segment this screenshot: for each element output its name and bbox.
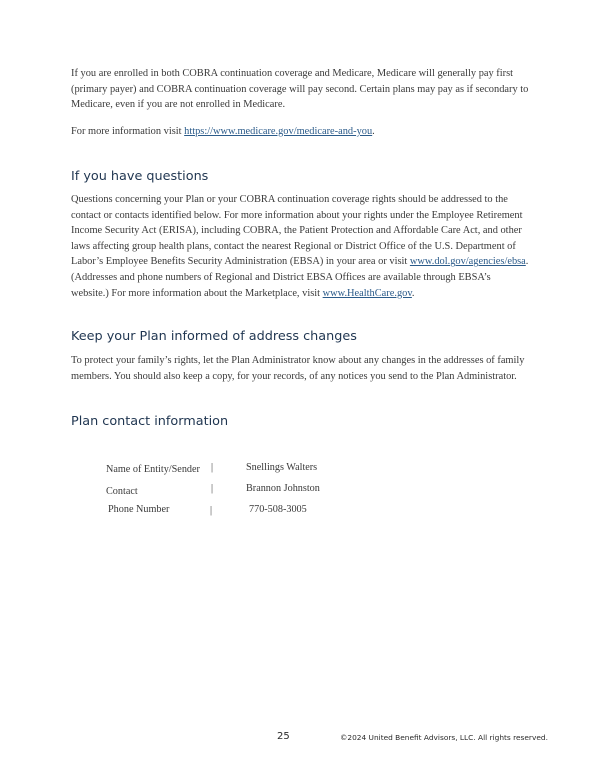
- entity-value: Snellings Walters: [246, 462, 318, 473]
- questions-text-2: . (Addresses and phone numbers of Regional and District EBSA Offices are available through EBSA’s website.) For more information about the Marketplace, visit: [71, 256, 529, 299]
- phone-value: 770-508-3005: [249, 504, 307, 515]
- contact-value: Brannon Johnston: [246, 483, 320, 494]
- questions-text: Questions concerning your Plan or your COBRA continuation coverage rights should be addressed to the contact or contacts identified below. For more information about your rights under the Employee Retirement Income Security Act (ERISA), including COBRA, the Patient Protection and Affordable Care Act, and other laws affecting group health plans, contact the nearest Regional or District Office of the U.S. Department of Labor’s Employee Benefits Security Administration (EBSA) in your area or visit: [71, 194, 523, 268]
- contact-separator: |: [211, 483, 214, 494]
- phone-label: Phone Number: [108, 504, 170, 515]
- address-heading: Keep your Plan informed of address changes: [71, 329, 357, 344]
- contact-heading: Plan contact information: [71, 414, 229, 429]
- medicare-link-prefix: For more information visit: [71, 126, 185, 137]
- ebsa-link[interactable]: www.dol.gov/agencies/ebsa: [409, 256, 526, 268]
- copyright-notice: ©2024 United Benefit Advisors, LLC. All rights reserved.: [340, 733, 548, 742]
- questions-text-3: .: [411, 287, 415, 299]
- medicare-link[interactable]: https://www.medicare.gov/medicare-and-you: [184, 126, 373, 137]
- page-number: 25: [277, 731, 290, 742]
- address-text: To protect your family’s rights, let the Plan Administrator know about any changes in the addresses of family members. You should also keep a copy, for your records, of any notices you send to the Plan Administrator.: [71, 355, 525, 382]
- medicare-text: If you are enrolled in both COBRA continuation coverage and Medicare, Medicare will generally pay first (primary payer) and COBRA continuation coverage will pay second. Certain plans may pay as if secondary to Medicare, even if you are not enrolled in Medicare.: [71, 68, 529, 111]
- healthcare-link[interactable]: www.HealthCare.gov: [322, 287, 412, 299]
- phone-separator: |: [210, 505, 213, 516]
- medicare-paragraph: [71, 66, 531, 113]
- entity-separator: |: [211, 462, 214, 473]
- contact-label: Contact: [106, 486, 138, 497]
- entity-label: Name of Entity/Sender: [106, 464, 200, 475]
- medicare-link-suffix: .: [372, 126, 375, 137]
- questions-heading: If you have questions: [71, 169, 209, 184]
- questions-paragraph: [71, 192, 531, 301]
- address-paragraph: [71, 353, 531, 384]
- medicare-link-paragraph: [71, 124, 531, 140]
